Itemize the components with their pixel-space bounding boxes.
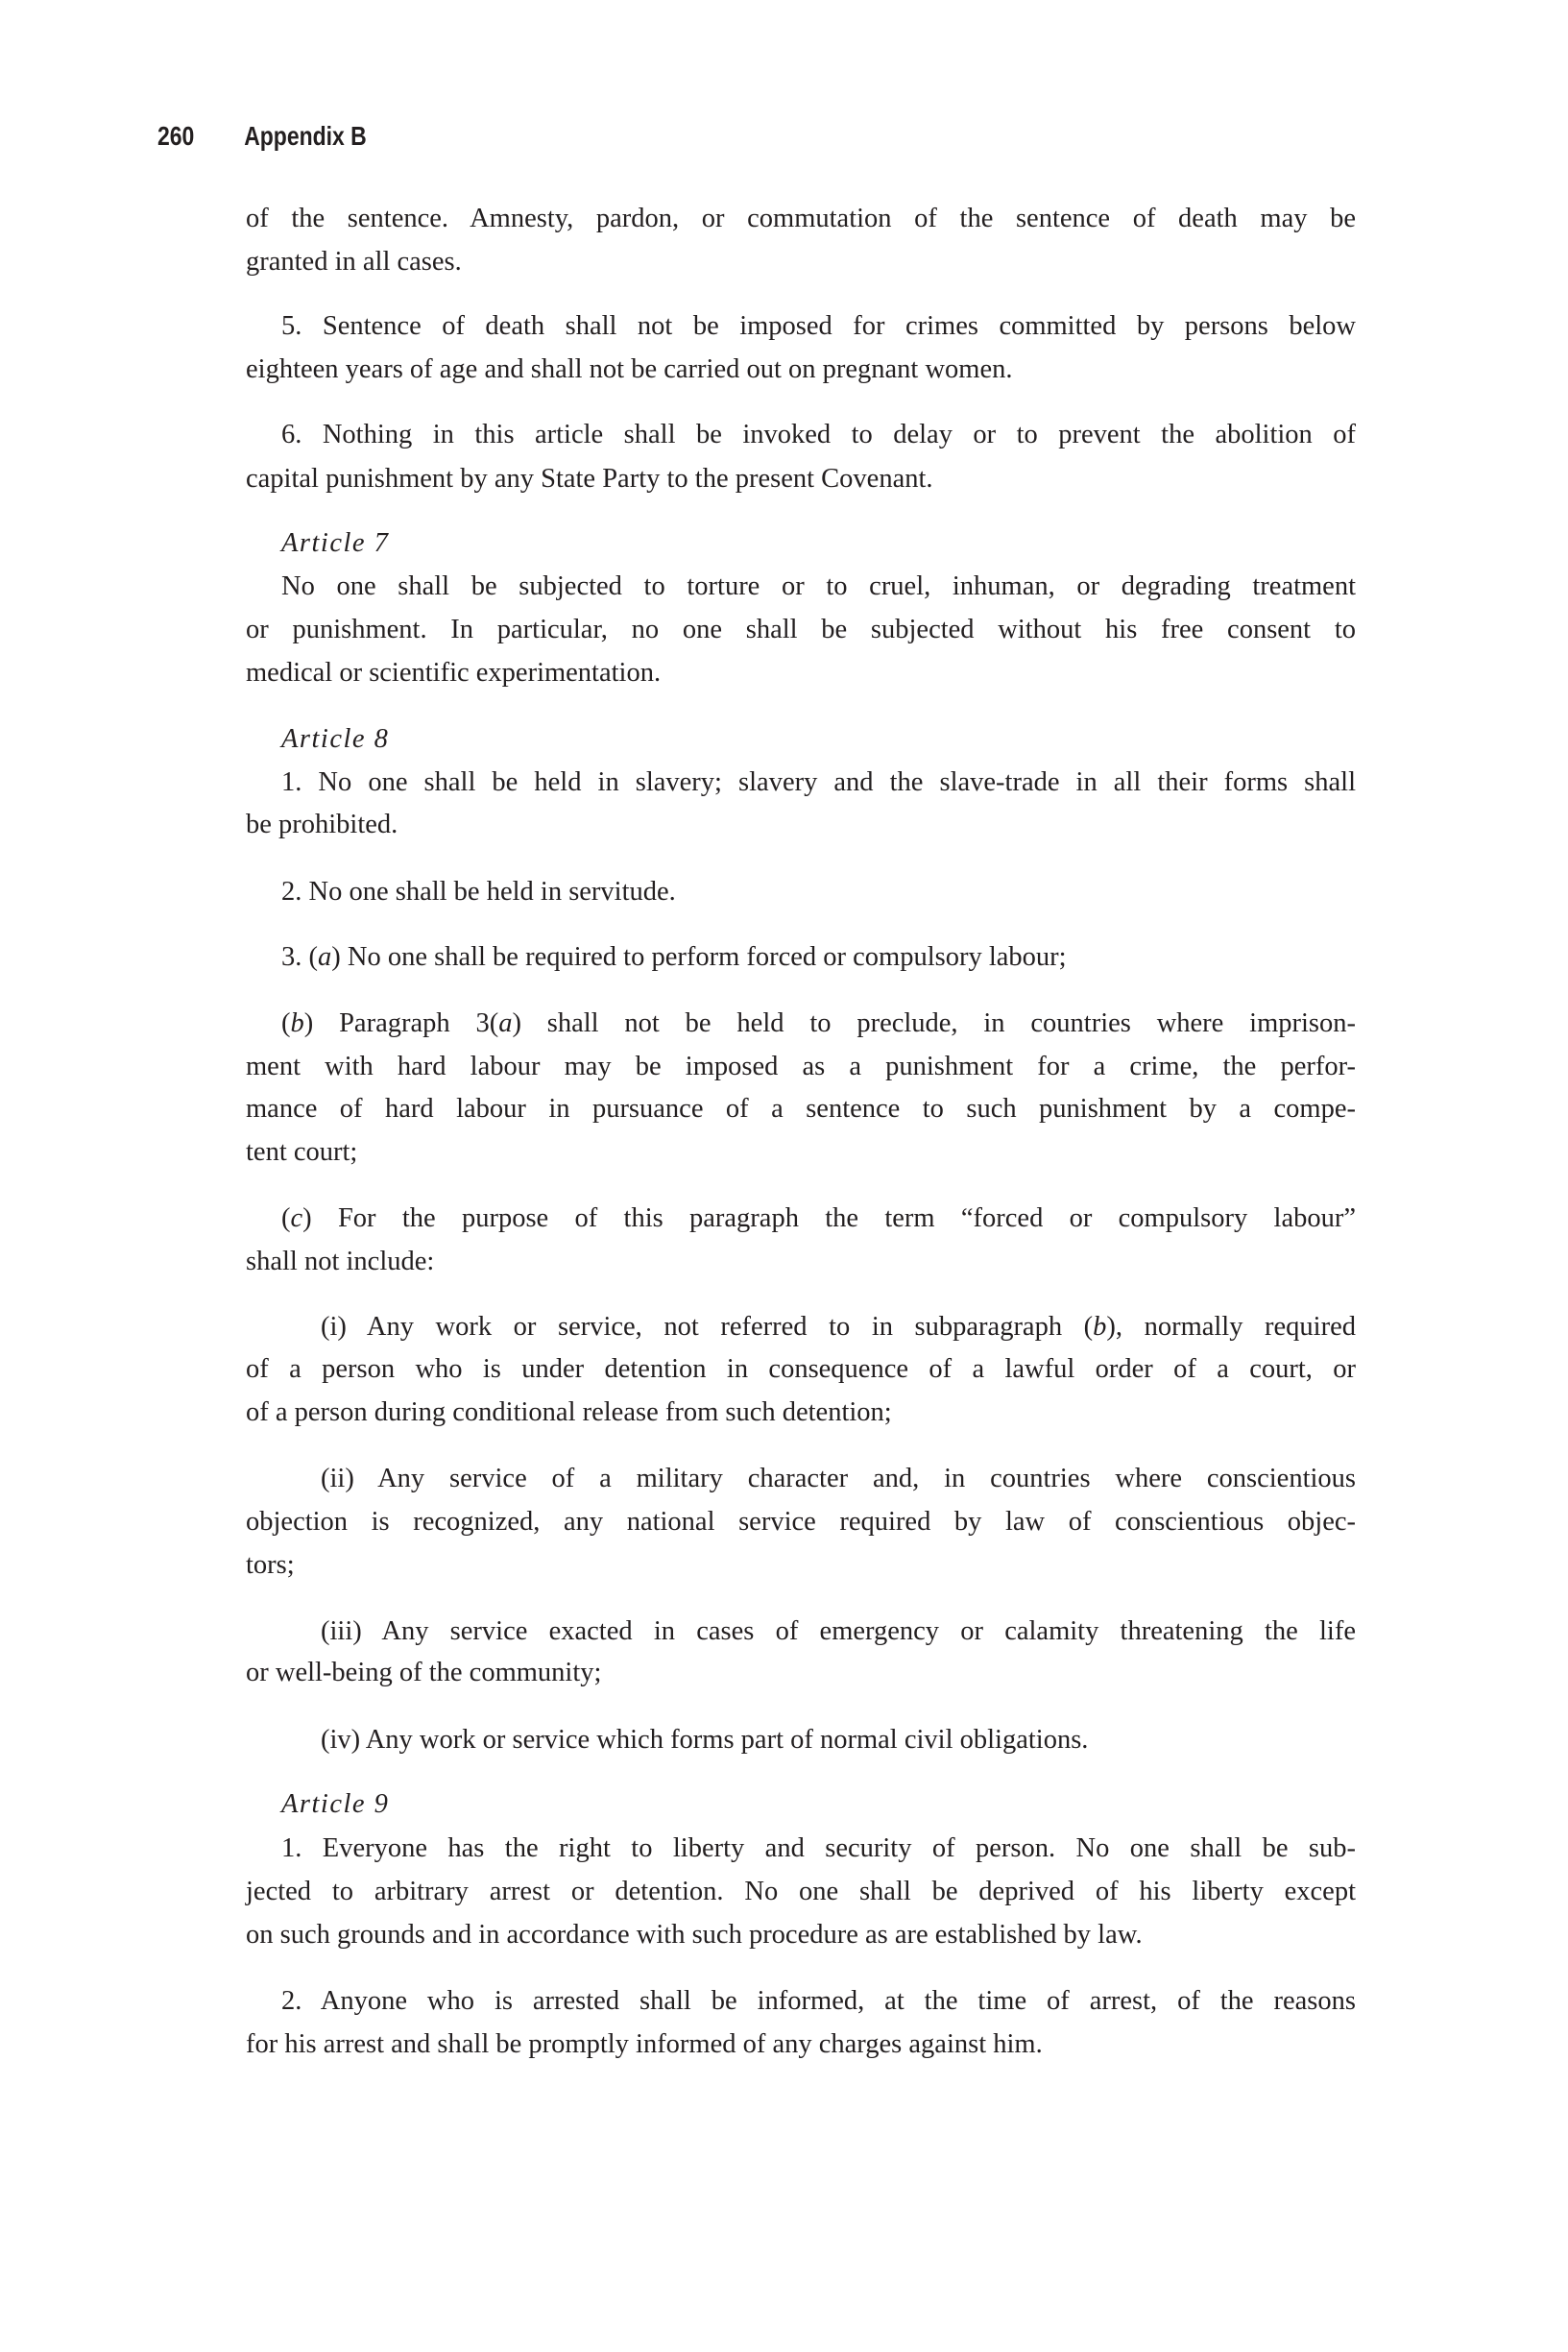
text-line: ment with hard labour may be imposed as a punishment for a crime, the perfor- <box>246 1052 1356 1081</box>
text-line: 3. (a) No one shall be required to perform forced or compulsory labour; <box>281 942 1067 972</box>
text-line: of the sentence. Amnesty, pardon, or commutation of the sentence of death may be <box>246 204 1356 233</box>
text-line: (iii) Any service exacted in cases of emergency or calamity threatening the life <box>321 1616 1356 1646</box>
text-line: 1. No one shall be held in slavery; slavery and the slave-trade in all their forms shall <box>281 767 1356 797</box>
text-line: (iv) Any work or service which forms part of normal civil obligations. <box>321 1725 1089 1755</box>
text-line: for his arrest and shall be promptly informed of any charges against him. <box>246 2029 1043 2059</box>
text-line: of a person during conditional release from such detention; <box>246 1397 892 1427</box>
text-line: 5. Sentence of death shall not be imposed for crimes committed by persons below <box>281 311 1356 341</box>
article-heading: Article 9 <box>281 1789 390 1819</box>
text-line: (ii) Any service of a military character and, in countries where conscientious <box>321 1464 1356 1493</box>
section-title: Appendix B <box>244 121 367 151</box>
text-line: be prohibited. <box>246 810 398 839</box>
text-line: jected to arbitrary arrest or detention. No one shall be deprived of his liberty except <box>246 1877 1356 1906</box>
text-line: objection is recognized, any national service required by law of conscientious objec- <box>246 1507 1356 1537</box>
text-line: medical or scientific experimentation. <box>246 658 662 688</box>
text-line: of a person who is under detention in consequence of a lawful order of a court, or <box>246 1354 1356 1384</box>
text-line: (c) For the purpose of this paragraph the term “forced or compulsory labour” <box>281 1203 1356 1233</box>
page-number: 260 <box>157 121 195 151</box>
text-line: or well-being of the community; <box>246 1658 602 1687</box>
text-line: 1. Everyone has the right to liberty and security of person. No one shall be sub- <box>281 1833 1356 1863</box>
text-line: (b) Paragraph 3(a) shall not be held to preclude, in countries where imprison- <box>281 1008 1356 1038</box>
running-head <box>157 121 367 159</box>
text-line: eighteen years of age and shall not be carried out on pregnant women. <box>246 354 1013 384</box>
text-line: tent court; <box>246 1137 358 1167</box>
text-line: shall not include: <box>246 1247 435 1276</box>
text-line: No one shall be subjected to torture or to cruel, inhuman, or degrading treatment <box>281 571 1356 601</box>
text-line: on such grounds and in accordance with such procedure as are established by law. <box>246 1920 1143 1950</box>
text-line: 6. Nothing in this article shall be invoked to delay or to prevent the abolition of <box>281 420 1356 449</box>
text-line: or punishment. In particular, no one shall be subjected without his free consent to <box>246 615 1356 644</box>
text-line: 2. Anyone who is arrested shall be informed, at the time of arrest, of the reasons <box>281 1986 1356 2016</box>
text-line: (i) Any work or service, not referred to in subparagraph (b), normally required <box>321 1312 1356 1342</box>
text-line: granted in all cases. <box>246 247 462 277</box>
text-line: tors; <box>246 1550 295 1580</box>
article-heading: Article 8 <box>281 724 390 754</box>
text-line: mance of hard labour in pursuance of a sentence to such punishment by a compe- <box>246 1094 1356 1124</box>
article-heading: Article 7 <box>281 528 390 558</box>
text-line: capital punishment by any State Party to the present Covenant. <box>246 464 933 494</box>
text-line: 2. No one shall be held in servitude. <box>281 877 676 907</box>
